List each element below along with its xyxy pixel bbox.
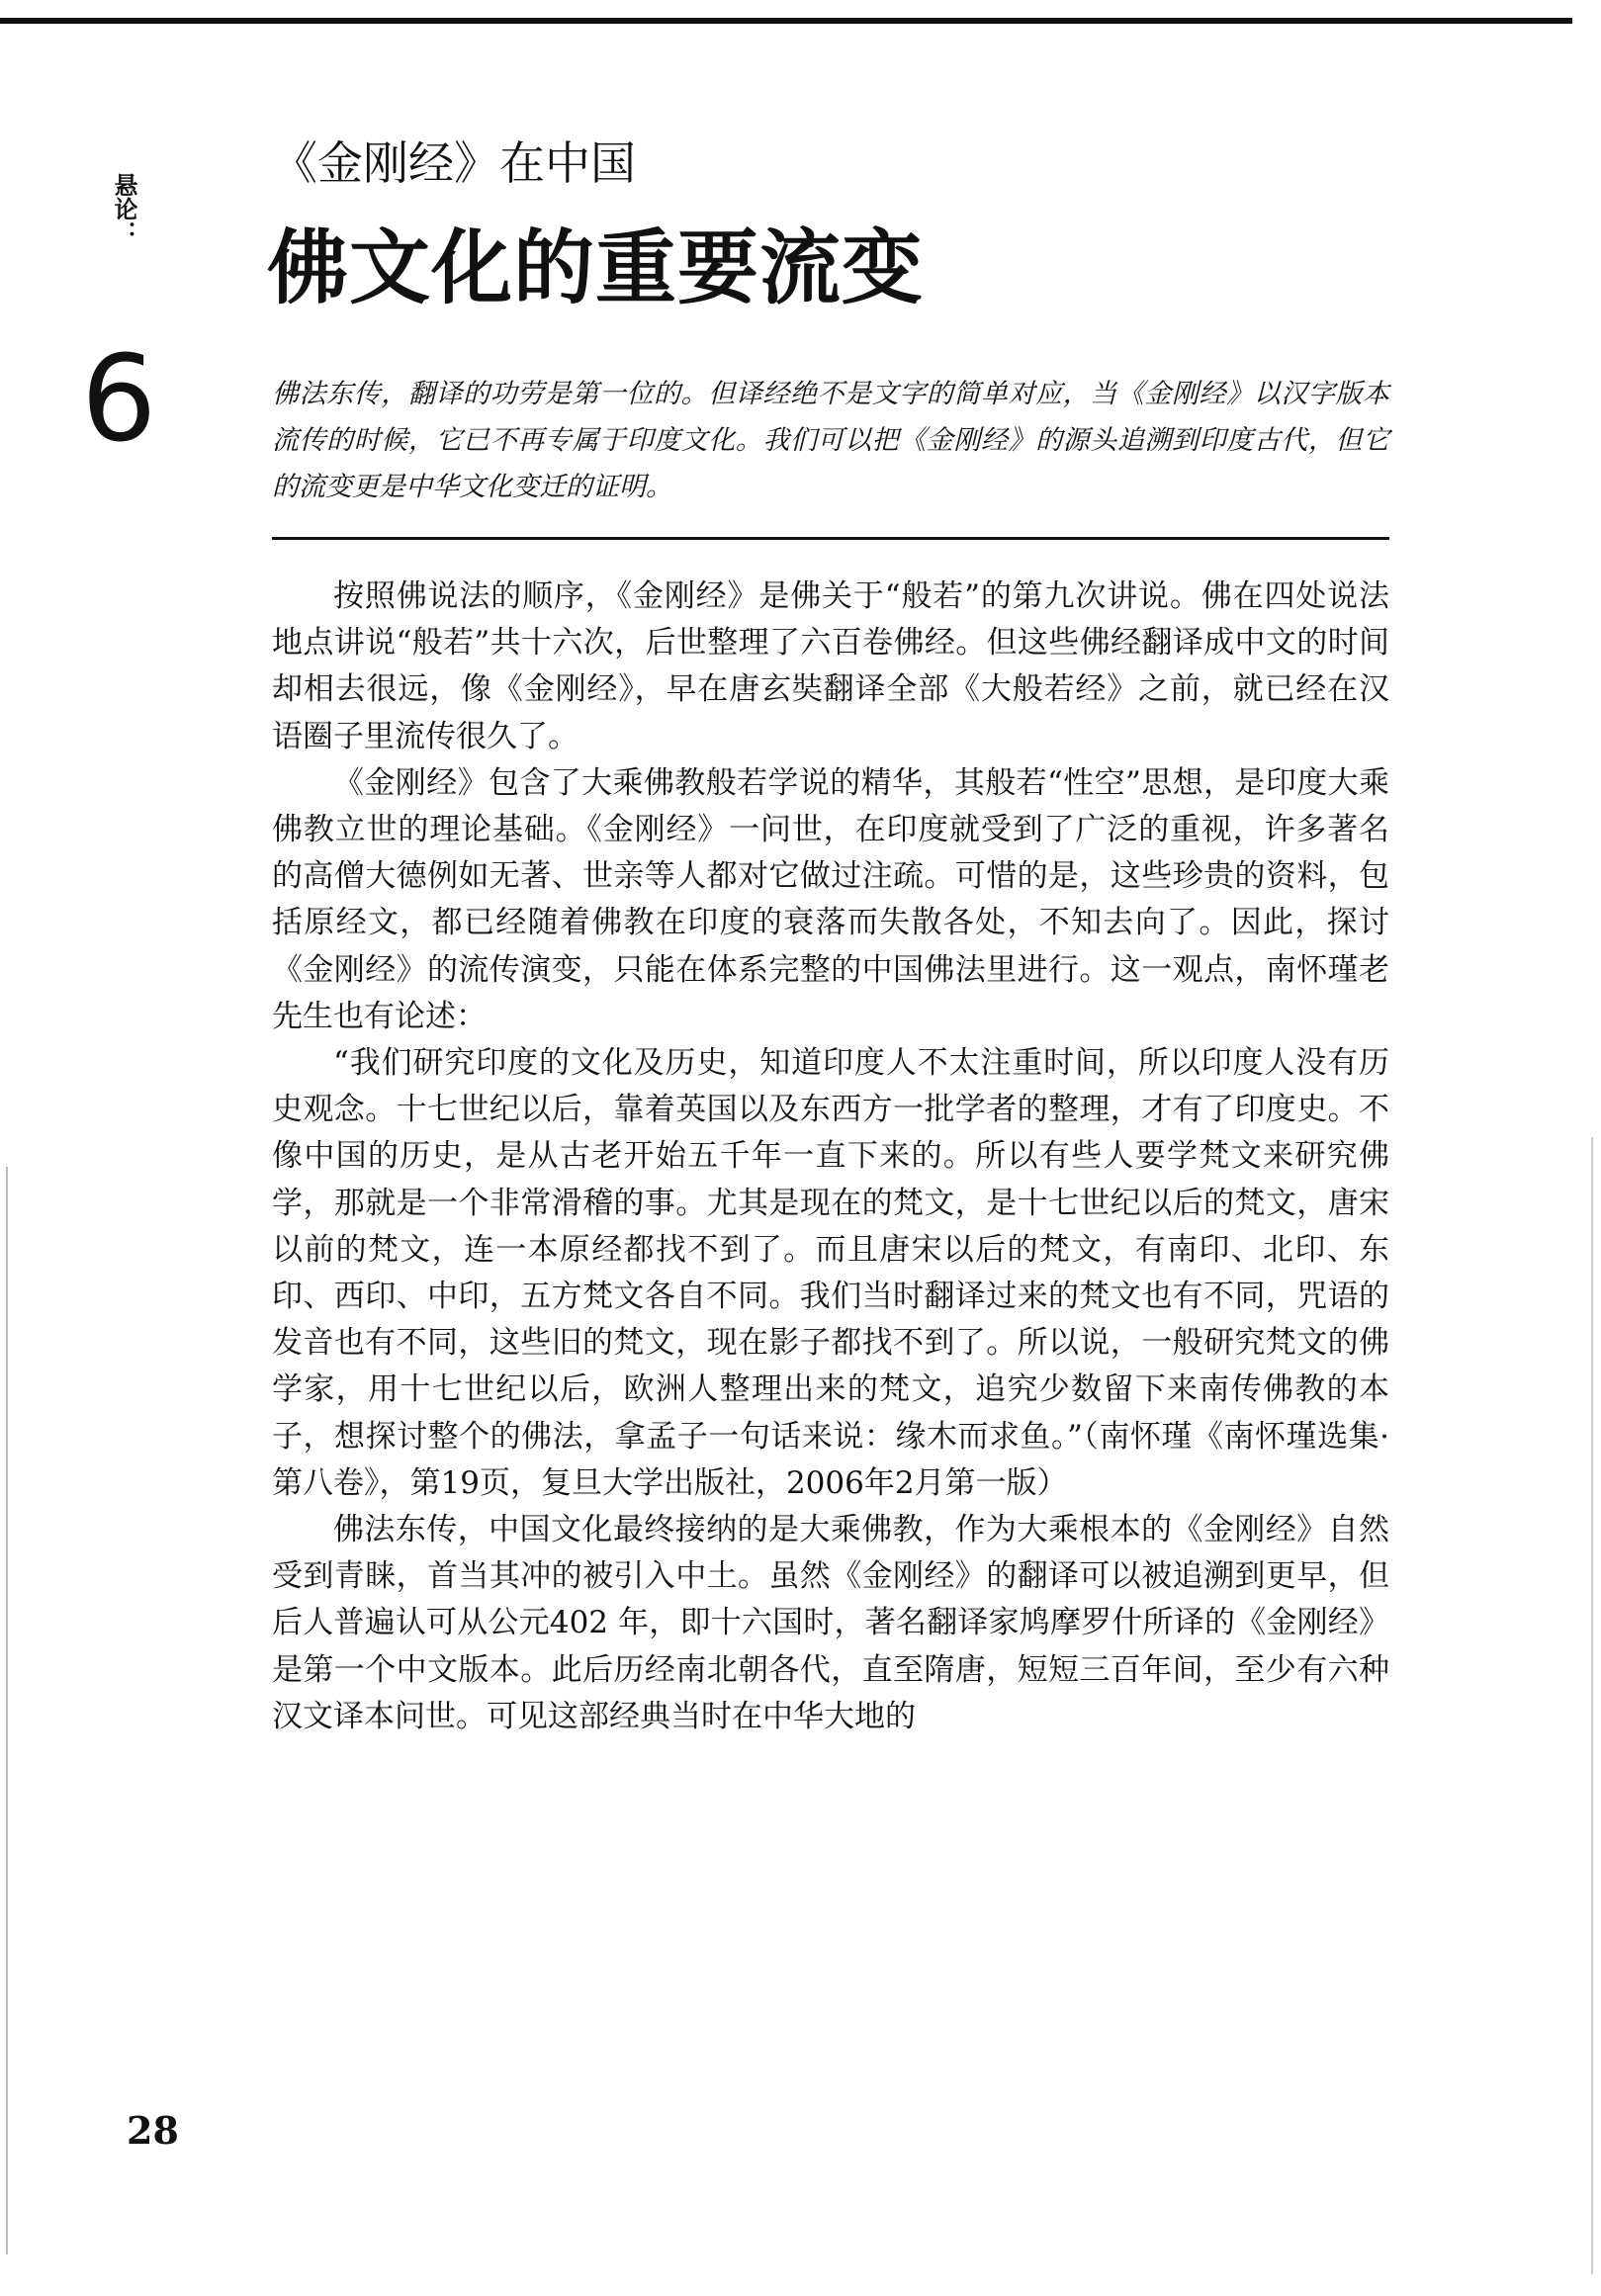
scan-edge-left	[6, 1167, 8, 2254]
paragraph-3: “我们研究印度的文化及历史，知道印度人不太注重时间，所以印度人没有历史观念。十七世纪以后，靠着英国以及东西方一批学者的整理，才有了印度史。不像中国的历史，是从古老开始五千年一直下来的。所以有些人要学梵文来研究佛学，那就是一个非常滑稽的事。尤其是现在的梵文，是十七世纪以后的梵文，唐宋以前的梵文，连一本原经都找不到了。而且唐宋以后的梵文，有南印、北印、东印、西印、中印，五方梵文各自不同。我们当时翻译过来的梵文也有不同，咒语的发音也有不同，这些旧的梵文，现在影子都找不到了。所以说，一般研究梵文的佛学家，用十七世纪以后，欧洲人整理出来的梵文，追究少数留下来南传佛教的本子，想探讨整个的佛法，拿孟子一句话来说：缘木而求鱼。”（南怀瑾《南怀瑾选集·第八卷》，第19页，复旦大学出版社，2006年2月第一版）	[272, 1045, 1389, 1501]
scan-edge-right	[1591, 1137, 1593, 2274]
page-number: 28	[127, 2108, 179, 2153]
section-side-label: 悬论：	[110, 173, 137, 244]
paragraph-2: 《金刚经》包含了大乘佛教般若学说的精华，其般若“性空”思想，是印度大乘佛教立世的理论基础。《金刚经》一问世，在印度就受到了广泛的重视，许多著名的高僧大德例如无著、世亲等人都对它做过注疏。可惜的是，这些珍贵的资料，包括原经文，都已经随着佛教在印度的衰落而失散各处，不知去向了。因此，探讨《金刚经》的流传演变，只能在体系完整的中国佛法里进行。这一观点，南怀瑾老先生也有论述：	[272, 764, 1389, 1034]
top-rule	[0, 18, 1572, 24]
chapter-number: 6	[81, 331, 157, 469]
intro-divider	[272, 537, 1389, 540]
body-text	[272, 574, 1389, 1740]
chapter-kicker: 《金刚经》在中国	[272, 136, 636, 190]
paragraph-4: 佛法东传，中国文化最终接纳的是大乘佛教，作为大乘根本的《金刚经》自然受到青睐，首当其冲的被引入中土。虽然《金刚经》的翻译可以被追溯到更早，但后人普遍认可从公元402 年，即十六国时，著名翻译家鸠摩罗什所译的《金刚经》是第一个中文版本。此后历经南北朝各代，直至隋唐，短短三百年间，至少有六种汉文译本问世。可见这部经典当时在中华大地的	[272, 1512, 1389, 1734]
paragraph-1: 按照佛说法的顺序，《金刚经》是佛关于“般若”的第九次讲说。佛在四处说法地点讲说“般若”共十六次，后世整理了六百卷佛经。但这些佛经翻译成中文的时间却相去很远，像《金刚经》，早在唐玄奘翻译全部《大般若经》之前，就已经在汉语圈子里流传很久了。	[272, 578, 1389, 754]
chapter-intro: 佛法东传，翻译的功劳是第一位的。但译经绝不是文字的简单对应，当《金刚经》以汉字版本流传的时候，它已不再专属于印度文化。我们可以把《金刚经》的源头追溯到印度古代，但它的流变更是中华文化变迁的证明。	[272, 379, 1389, 502]
chapter-headline: 佛文化的重要流变	[267, 221, 925, 315]
